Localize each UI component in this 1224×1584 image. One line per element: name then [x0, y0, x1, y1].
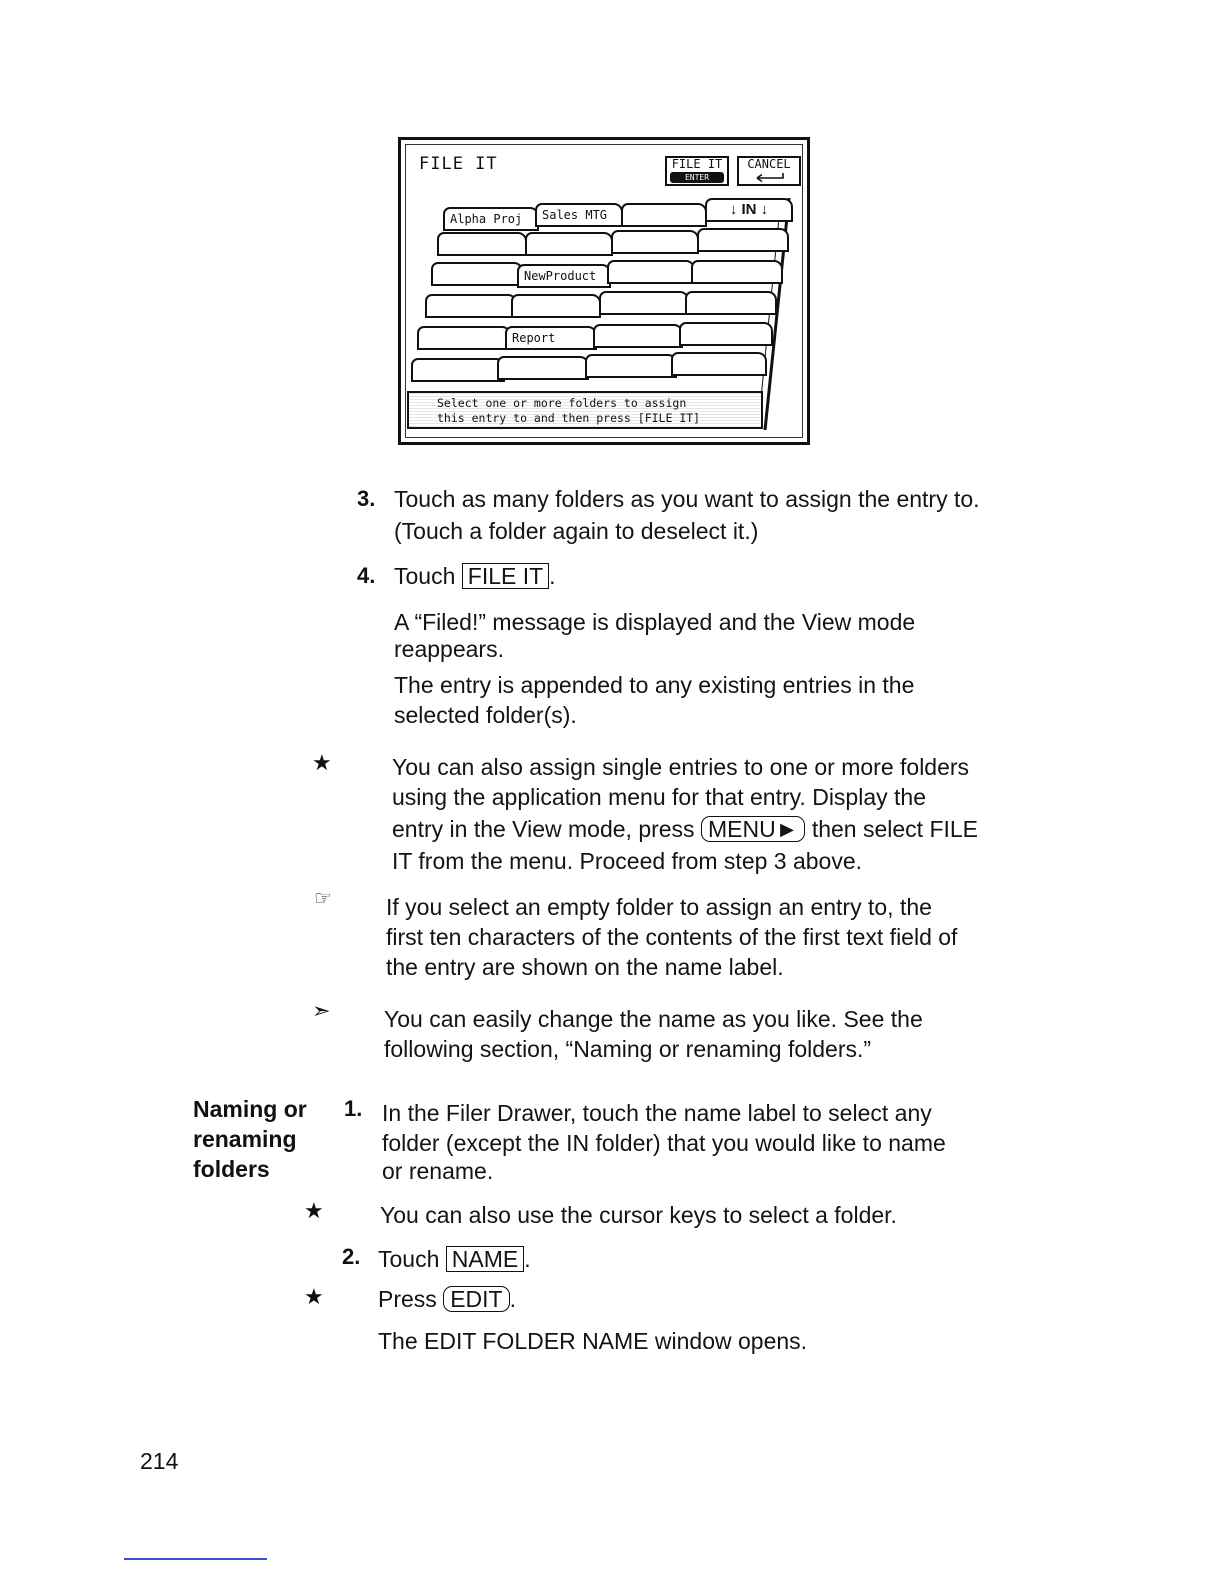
menu-key: MENU► — [701, 816, 805, 842]
footer-rule — [124, 1558, 267, 1560]
section-step2-result: The EDIT FOLDER NAME window opens. — [378, 1328, 808, 1354]
step-number: 2. — [342, 1244, 361, 1269]
note-text: the entry are shown on the name label. — [386, 954, 784, 980]
filer-drawer-screenshot — [398, 137, 810, 445]
folder-tab-empty[interactable] — [671, 352, 767, 376]
note-text: first ten characters of the contents of the first text field of — [386, 924, 958, 950]
step2-suffix: . — [524, 1246, 531, 1272]
step4-append: selected folder(s). — [394, 702, 577, 728]
step2-prefix: Touch — [378, 1246, 440, 1272]
section-tip-text: You can also use the cursor keys to select a folder. — [380, 1202, 897, 1228]
folder-tab-empty[interactable] — [691, 260, 783, 284]
folder-tab-empty[interactable] — [425, 294, 517, 318]
step-number: 4. — [357, 563, 376, 588]
section-heading — [193, 1094, 307, 1184]
file-it-label: FILE IT — [671, 157, 723, 171]
folder-tab-empty[interactable] — [599, 291, 689, 315]
star-tip-icon: ★ — [304, 1284, 324, 1309]
arrow-note-text: following section, “Naming or renaming folders.” — [384, 1036, 872, 1062]
section-step2-tip — [378, 1284, 516, 1314]
folder-label: Alpha Proj — [450, 212, 523, 226]
step3-text: (Touch a folder again to deselect it.) — [394, 518, 759, 544]
section-step2-text — [378, 1244, 531, 1274]
section-step1-text: In the Filer Drawer, touch the name label to select any — [382, 1100, 932, 1126]
folder-tab-empty[interactable] — [511, 294, 601, 318]
tip-text: IT from the menu. Proceed from step 3 above. — [392, 848, 863, 874]
press-text: Press — [378, 1286, 437, 1312]
step3-text: Touch as many folders as you want to assign the entry to. — [394, 486, 980, 512]
file-it-key: FILE IT — [462, 563, 549, 589]
arrow-icon: ➣ — [312, 998, 331, 1023]
step-number: 3. — [357, 486, 376, 511]
star-tip-icon: ★ — [304, 1198, 324, 1223]
page-number: 214 — [140, 1448, 179, 1474]
folder-tab-empty[interactable] — [585, 354, 677, 378]
folder-label: NewProduct — [524, 269, 597, 283]
arrow-note-text: You can easily change the name as you like. See the — [384, 1006, 923, 1032]
section-heading-line: renaming — [193, 1126, 297, 1152]
folder-tab-newproduct[interactable] — [517, 264, 611, 288]
section-step1-text: folder (except the IN folder) that you would like to name — [382, 1130, 946, 1156]
filer-drawer — [401, 140, 813, 448]
folder-tab-report[interactable] — [505, 326, 597, 350]
folder-label: Sales MTG — [542, 208, 608, 222]
screen-title: FILE IT — [419, 154, 498, 174]
folder-tab-empty[interactable] — [607, 260, 695, 284]
note-text: If you select an empty folder to assign an entry to, the — [386, 894, 932, 920]
folder-tab-empty[interactable] — [497, 356, 589, 380]
folder-label: Report — [512, 331, 556, 345]
folder-tab-empty[interactable] — [437, 232, 527, 256]
step4-suffix: . — [549, 563, 556, 589]
step4-instruction — [394, 561, 556, 591]
instruction-message-bar — [407, 391, 763, 429]
folder-tab-empty[interactable] — [593, 324, 683, 348]
folder-tab-empty[interactable] — [685, 291, 777, 315]
folder-tab-alpha-proj[interactable] — [443, 207, 539, 231]
step-number: 1. — [344, 1096, 363, 1121]
section-heading-line: Naming or — [193, 1096, 307, 1122]
enter-key-label: ENTER — [670, 172, 724, 183]
folder-tab-empty[interactable] — [431, 262, 523, 286]
folder-tab-empty[interactable] — [525, 232, 613, 256]
tip-text-part: entry in the View mode, press — [392, 816, 695, 842]
folder-tab-empty[interactable] — [697, 228, 789, 252]
section-step1-text: or rename. — [382, 1158, 494, 1184]
tip-text: You can also assign single entries to one or more folders — [392, 754, 970, 780]
step4-prefix: Touch — [394, 563, 456, 589]
folder-tab-empty[interactable] — [411, 358, 505, 382]
step4-append: The entry is appended to any existing entries in the — [394, 672, 915, 698]
folder-tab-empty[interactable] — [417, 326, 511, 350]
edit-key: EDIT — [443, 1286, 509, 1312]
press-suffix: . — [509, 1286, 516, 1312]
star-tip-icon: ★ — [312, 750, 332, 775]
step4-result: A “Filed!” message is displayed and the View mode — [394, 609, 916, 635]
tip-text-part: then select FILE — [811, 816, 979, 842]
folder-tab-empty[interactable] — [611, 230, 699, 254]
tip-text: using the application menu for that entry. Display the — [392, 784, 926, 810]
folder-tab-empty[interactable] — [679, 322, 773, 346]
pointing-hand-icon: ☞ — [314, 888, 332, 910]
name-key: NAME — [446, 1246, 524, 1272]
folder-tab-empty[interactable] — [621, 203, 707, 227]
step4-result: reappears. — [394, 636, 504, 662]
in-folder-tab[interactable]: ↓ IN ↓ — [705, 198, 793, 222]
message-line: this entry to and then press [FILE IT] — [437, 411, 701, 425]
cancel-label: CANCEL — [747, 157, 791, 171]
section-heading-line: folders — [193, 1156, 270, 1182]
folder-tab-sales-mtg[interactable] — [535, 203, 623, 227]
tip-text — [392, 814, 978, 844]
message-line: Select one or more folders to assign — [437, 396, 687, 410]
